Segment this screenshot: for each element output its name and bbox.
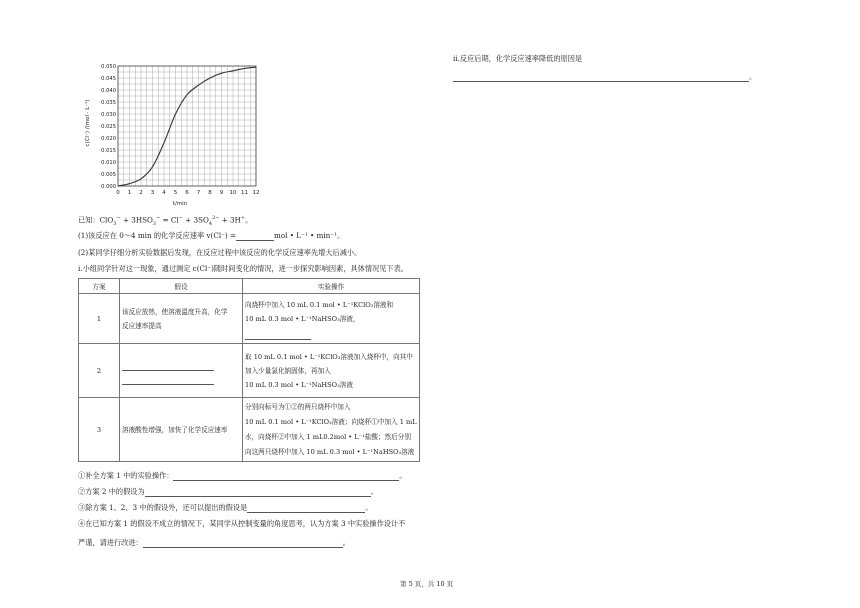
hypothesis-cell: 溶液酸性增强，加快了化学反应速率 <box>120 398 243 462</box>
operation-cell: 分别向标号为①②的两只烧杯中加入 10 mL 0.1 mol • L⁻¹KClO₃溶液；向烧杯①中加入 1 mL 水，向烧杯②中加入 1 mL0.2mol • L⁻¹盐酸；然后分别 向这两只烧杯中加入 10 mL 0.3 mol • L⁻¹NaHSO₃溶液 <box>243 398 420 462</box>
answer-blank[interactable] <box>453 73 749 82</box>
question-2: (2)某同学仔细分析实验数据后发现，在反应过程中该反应的化学反应速率先增大后减小。 <box>78 248 362 257</box>
answer-blank[interactable] <box>236 232 274 241</box>
experiment-table <box>78 278 420 462</box>
answer-blank[interactable] <box>173 472 399 481</box>
x-tick-label: 0 <box>116 190 120 196</box>
table-header-row <box>79 279 420 294</box>
scheme-number: 1 <box>79 294 120 344</box>
hypothesis-cell: 该反应放热，使溶液温度升高，化学 反应速率提高 <box>120 294 243 344</box>
x-tick-label: 9 <box>219 190 224 196</box>
header-operation: 实验操作 <box>243 279 420 294</box>
y-tick-label: 0.035 <box>101 100 116 106</box>
answer-blank[interactable] <box>145 488 371 497</box>
answer-blank[interactable] <box>247 504 365 513</box>
question-d-line1: ④在已知方案 1 的假设不成立的情况下，某同学从控制变量的角度思考，认为方案 3 中实验操作设计不 <box>78 519 406 528</box>
x-tick-label: 3 <box>150 190 155 196</box>
y-tick-label: 0.025 <box>101 124 116 130</box>
header-hypothesis: 假设 <box>120 279 243 294</box>
scheme-number: 2 <box>79 344 120 398</box>
answer-blank[interactable] <box>245 331 311 340</box>
question-d-line2: 严谨，请进行改进： 。 <box>78 538 350 547</box>
y-tick-label: 0.040 <box>101 88 116 94</box>
x-tick-label: 11 <box>241 190 248 196</box>
question-i: ⅰ.小组同学针对这一现象，通过测定 c(Cl⁻)随时间变化的情况，进一步探究影响因素，具体情况见下表。 <box>78 264 408 273</box>
question-ii-answer-blank[interactable]: 。 <box>453 72 756 82</box>
hypothesis-cell <box>120 344 243 398</box>
y-tick-label: 0.020 <box>101 136 116 142</box>
table-row <box>79 398 420 462</box>
question-ii: ⅱ.反应后期，化学反应速率降低的原因是 <box>453 54 583 63</box>
y-tick-label: 0.045 <box>101 76 116 82</box>
x-tick-label: 8 <box>208 190 212 196</box>
answer-blank[interactable] <box>122 376 214 385</box>
scheme-number: 3 <box>79 398 120 462</box>
header-scheme: 方案 <box>79 279 120 294</box>
question-c: ③除方案 1、2、3 中的假设外，还可以提出的假设是 。 <box>78 503 373 512</box>
y-axis-label: c(Cl⁻) /(mol · L⁻¹) <box>85 99 91 147</box>
table-row <box>79 344 420 398</box>
x-tick-label: 7 <box>196 190 201 196</box>
concentration-time-chart <box>76 58 276 208</box>
y-tick-label: 0.050 <box>101 64 116 70</box>
answer-blank[interactable] <box>122 362 214 371</box>
y-tick-label: 0.015 <box>101 148 116 154</box>
x-tick-label: 5 <box>173 190 178 196</box>
answer-blank[interactable] <box>143 539 343 548</box>
operation-cell: 取 10 mL 0.1 mol • L⁻¹KClO₃溶液加入烧杯中，向其中 加入少量氯化钠固体，再加入 10 mL 0.3 mol • L⁻¹NaHSO₃溶液 <box>243 344 420 398</box>
page-footer: 第 5 页，共 10 页 <box>400 580 454 588</box>
known-equation: 已知：$ClO_3^- + 3HSO_3^- = Cl^- + 3SO_4^{2-} + 3H^+$。 <box>78 215 253 227</box>
question-b: ②方案 2 中的假设为 。 <box>78 487 378 496</box>
x-tick-label: 4 <box>162 190 166 196</box>
y-tick-label: 0.010 <box>101 160 116 166</box>
y-tick-label: 0.005 <box>101 172 116 178</box>
question-a: ①补全方案 1 中的实验操作： 。 <box>78 471 407 480</box>
x-tick-label: 6 <box>185 190 189 196</box>
x-tick-label: 12 <box>252 190 260 196</box>
x-tick-label: 10 <box>229 190 237 196</box>
x-axis-label: t/min <box>172 201 188 207</box>
x-tick-label: 2 <box>139 190 143 196</box>
y-tick-label: 0.030 <box>101 112 116 118</box>
operation-cell: 向烧杯中加入 10 mL 0.1 mol • L⁻¹KClO₃溶液和 10 mL 0.3 mol • L⁻¹NaHSO₃溶液， <box>243 294 420 344</box>
question-1: (1)该反应在 0～4 min 的化学反应速率 v(Cl⁻) = mol • L⁻¹ • min⁻¹。 <box>78 231 345 240</box>
table-row <box>79 294 420 344</box>
x-tick-label: 1 <box>127 190 132 196</box>
y-tick-label: 0.000 <box>101 184 116 190</box>
